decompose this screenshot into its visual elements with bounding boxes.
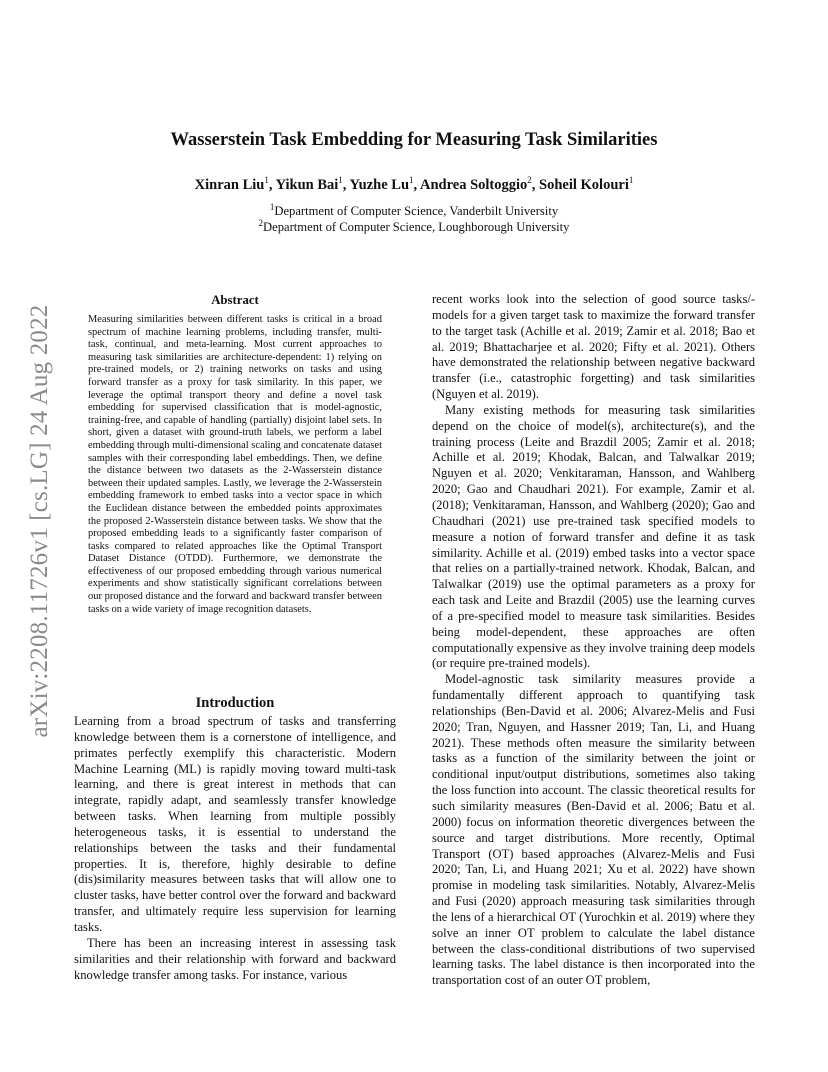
intro-paragraph-2-continued: recent works look into the selection of good source tasks/-models for a given target task to maximize the forward transfer to the target task (Achille et al. 2019; Zamir et al. 2018; Bao et al. 2019; Bhattacharjee et al. 2020; Fifty et al. 2021). Others have demonstrated the relationship between negative backward transfer (i.e., catastrophic forgetting) and task similarities (Nguyen et al. 2019). — [432, 292, 755, 402]
intro-paragraph-4: Model-agnostic task similarity measures provide a fundamentally different approach to quantifying task relationships (Ben-David et al. 2006; Alvarez-Melis and Fusi 2020; Tran, Nguyen, and Hassner 2019; Tan, Li, and Huang 2021). These methods often measure the similarity between tasks as a function of the similarity between the joint or conditional input/output distributions, sometimes also taking the loss function into account. The classic theoretical results for such similarity measures (Ben-David et al. 2006; Batu et al. 2000) focus on information theoretic divergences between the source and target distributions. More recently, Optimal Transport (OT) based approaches (Alvarez-Melis and Fusi 2020; Tan, Li, and Huang 2021; Xu et al. 2022) have shown promise in modeling task similarities. Notably, Alvarez-Melis and Fusi (2020) approach measuring task similarities through the lens of a hierarchical OT (Yurochkin et al. 2019) where they solve an inner OT problem to calculate the label distance between the class-conditional distributions of two supervised learning tasks. The label distance is then incorporated into the transportation cost of an outer OT problem, — [432, 672, 755, 988]
affiliation-mark: 2 — [527, 175, 532, 185]
paper-title: Wasserstein Task Embedding for Measuring Task Similarities — [170, 130, 658, 150]
affiliation-mark: 2 — [258, 218, 264, 228]
affiliation-text: Department of Computer Science, Loughborough University — [263, 220, 570, 235]
intro-paragraph-3: Many existing methods for measuring task similarities depend on the choice of model(s), architecture(s), and the training process (Leite and Brazdil 2005; Zamir et al. 2018; Achille et al. 2019; Khodak, Balcan, and Talwalkar 2019; Nguyen et al. 2020; Venkitaraman, Hansson, and Wahlberg 2020; Gao and Chaudhari 2021). For example, Zamir et al. (2018); Venkitaraman, Hansson, and Wahlberg (2020); Gao and Chaudhari (2021) use pre-trained task specified models to measure a notion of forward transfer and define it as task similarity. Achille et al. (2019) embed tasks into a vector space that relies on a partially-trained network. Khodak, Balcan, and Talwalkar (2019) use the optimal parameters as a proxy for each task and Leite and Brazdil (2005) use the learning curves of a pre-specified model to measure task similarities. Besides being model-dependent, these approaches are often computationally expensive as they involve training deep models (or require pre-trained models). — [432, 402, 755, 671]
left-column — [74, 714, 396, 983]
author-name: Andrea Soltoggio — [419, 176, 528, 193]
author-name: Xinran Liu — [194, 176, 265, 193]
intro-paragraph-1: Learning from a broad spectrum of tasks and transferring knowledge between them is a cornerstone of intelligence, and primates perfectly exemplify this characteristic. Modern Machine Learning (ML) is rapidly moving toward multi-task learning, and there is great interest in methods that can integrate, rapidly adapt, and seamlessly transfer knowledge between tasks. When learning from multiple possibly heterogeneous tasks, it is essential to understand the relationships between the tasks and their fundamental properties. It is, therefore, highly desirable to define (dis)similarity measures between tasks that will allow one to cluster tasks, have better control over the forward and backward transfer, and ultimately require less supervision for learning tasks. — [74, 714, 396, 934]
arxiv-id: arXiv:2208.11726v1 [cs.LG] 24 Aug 2022 — [26, 304, 53, 738]
abstract-body: Measuring similarities between different tasks is critical in a broad spectrum of machine learning problems, including transfer, multi-task, continual, and meta-learning. Most current approaches to measuring task similarities are architecture-dependent: 1) relying on pre-trained models, or 2) training networks on tasks and using forward transfer as a proxy for task similarity. In this paper, we leverage the optimal transport theory and define a novel task embedding for supervised classification that is model-agnostic, training-free, and capable of handling (partially) disjoint label sets. In short, given a dataset with ground-truth labels, we perform a label embedding through multi-dimensional scaling and concatenate dataset samples with their corresponding label embeddings. Then, we define the distance between two datasets as the 2-Wasserstein distance between their updated samples. Lastly, we leverage the 2-Wasserstein embedding framework to embed tasks into a vector space in which the Euclidean distance between the embedded points approximates the proposed 2-Wasserstein distance between tasks. We show that the proposed embedding leads to a significantly faster comparison of tasks compared to related approaches like the Optimal Transport Dataset Distance (OTDD). Furthermore, we demonstrate the effectiveness of our proposed embedding through various numerical experiments and show statistically significant correlations between our proposed distance and the forward and backward transfer between tasks on a wide variety of image recognition datasets. — [88, 314, 382, 615]
abstract-heading: Abstract — [211, 293, 259, 307]
affiliation-mark: 1 — [409, 175, 414, 185]
affiliation-2 — [0, 218, 828, 235]
introduction-heading: Introduction — [195, 695, 275, 711]
arxiv-stamp — [22, 283, 58, 759]
affiliation-text: Department of Computer Science, Vanderbilt University — [274, 204, 559, 219]
affiliation-mark: 1 — [264, 175, 269, 185]
right-column — [432, 292, 755, 989]
affiliation-mark: 1 — [338, 175, 343, 185]
author-list: Xinran Liu$^1$, Yikun Bai$^1$, Yuzhe Lu$^1$, Andrea Soltoggio$^2$, Soheil Kolouri$^1$ — [194, 175, 634, 193]
affiliation-mark: 1 — [269, 202, 275, 212]
author-name: Yuzhe Lu — [349, 176, 410, 193]
author-name: Yikun Bai — [275, 176, 339, 193]
affiliation-1 — [0, 202, 828, 219]
affiliation-mark: 1 — [628, 175, 634, 185]
intro-paragraph-2: There has been an increasing interest in assessing task similarities and their relationship with forward and backward knowledge transfer among tasks. For instance, various — [74, 935, 396, 982]
author-name: Soheil Kolouri — [539, 176, 629, 193]
